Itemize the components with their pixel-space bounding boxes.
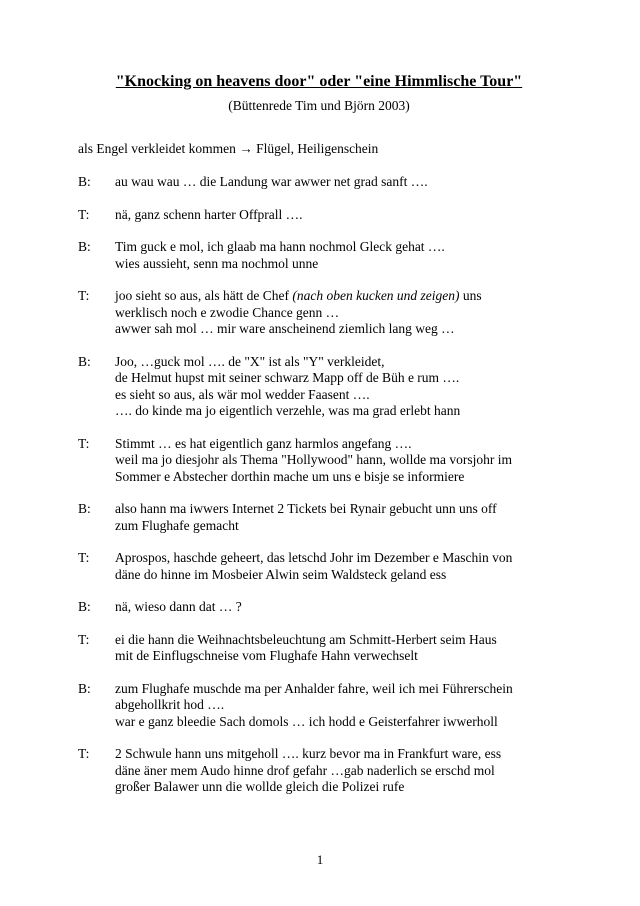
dialogue-entry <box>78 501 560 534</box>
speaker-label: B: <box>78 680 91 696</box>
dialogue-line <box>115 714 560 731</box>
dialogue-entry <box>78 174 560 191</box>
dialogue-line <box>115 501 560 518</box>
dialogue-text <box>115 239 560 272</box>
dialogue-line <box>115 321 560 338</box>
stage-direction: als Engel verkleidet kommen → Flügel, Heiligenschein <box>78 141 379 156</box>
speaker-label: B: <box>78 353 91 369</box>
dialogue-line <box>115 174 560 191</box>
dialogue-line <box>115 746 560 763</box>
dialogue-text <box>115 599 560 616</box>
dialogue-text <box>115 632 560 665</box>
dialogue-segment: Stimmt … es hat eigentlich ganz harmlos angefang …. <box>115 435 412 451</box>
dialogue-entry <box>78 632 560 665</box>
speaker-label: T: <box>78 435 90 451</box>
speaker-label: B: <box>78 501 91 516</box>
dialogue-line <box>115 354 560 371</box>
dialogue-entry <box>78 746 560 796</box>
dialogue-entry <box>78 207 560 224</box>
dialogue-text <box>115 436 560 486</box>
page-title: "Knocking on heavens door" oder "eine Himmlische Tour" <box>115 73 523 90</box>
dialogue-entry <box>78 599 560 616</box>
dialogue-segment: nä, ganz schenn harter Offprall …. <box>115 206 303 222</box>
dialogue-line <box>115 207 560 224</box>
dialogue-entry <box>78 436 560 486</box>
dialogue-text <box>115 288 560 338</box>
dialogue-segment: großer Balawer unn die wollde gleich die Polizei rufe <box>115 779 405 794</box>
speaker-label: B: <box>78 599 91 614</box>
dialogue-line <box>115 632 560 649</box>
dialogue-segment: Joo, …guck mol …. de "X" ist als "Y" verkleidet, <box>115 353 385 369</box>
dialogue-segment: war e ganz bleedie Sach domols … ich hodd e Geisterfahrer iwwerholl <box>115 713 498 729</box>
dialogue-line <box>115 387 560 404</box>
dialogue-line <box>115 239 560 256</box>
dialogue <box>78 174 560 796</box>
dialogue-line <box>115 779 560 796</box>
dialogue-segment: zum Flughafe gemacht <box>115 517 239 533</box>
dialogue-segment: Tim guck e mol, ich glaab ma hann nochmol Gleck gehat …. <box>115 239 445 254</box>
dialogue-segment: joo sieht so aus, als hätt de Chef <box>115 288 293 303</box>
dialogue-text <box>115 174 560 191</box>
dialogue-segment: ei die hann die Weihnachtsbeleuchtung am Schmitt-Herbert seim Haus <box>115 631 497 647</box>
speaker-label: T: <box>78 288 90 303</box>
dialogue-segment: Sommer e Abstecher dorthin mache um uns e bisje se informiere <box>115 468 465 484</box>
dialogue-segment: au wau wau … die Landung war awwer net grad sanft …. <box>115 174 428 189</box>
speaker-label: B: <box>78 239 91 254</box>
dialogue-entry <box>78 550 560 583</box>
speaker-label: B: <box>78 174 91 189</box>
dialogue-line <box>115 436 560 453</box>
dialogue-line <box>115 763 560 780</box>
dialogue-segment: also hann ma iwwers Internet 2 Tickets bei Rynair gebucht unn uns off <box>115 501 497 516</box>
dialogue-line <box>115 256 560 273</box>
dialogue-line <box>115 403 560 420</box>
dialogue-line <box>115 697 560 714</box>
dialogue-segment: zum Flughafe muschde ma per Anhalder fahre, weil ich mei Führerschein <box>115 680 513 696</box>
page-number: 1 <box>316 852 324 867</box>
dialogue-segment: awwer sah mol … mir ware anscheinend ziemlich lang weg … <box>115 321 455 336</box>
dialogue-text <box>115 501 560 534</box>
dialogue-text <box>115 746 560 796</box>
speaker-label: T: <box>78 631 90 647</box>
dialogue-segment: …. do kinde ma jo eigentlich verzehle, was ma grad erlebt hann <box>115 403 461 418</box>
dialogue-segment: weil ma jo diesjohr als Thema "Hollywood" hann, wollde ma vorsjohr im <box>115 452 512 467</box>
dialogue-segment: däne äner mem Audo hinne drof gefahr …gab naderlich se erschd mol <box>115 762 495 778</box>
dialogue-line <box>115 550 560 567</box>
dialogue-line <box>115 599 560 616</box>
dialogue-entry <box>78 681 560 731</box>
speaker-label: T: <box>78 206 90 222</box>
dialogue-text <box>115 354 560 420</box>
dialogue-segment: däne do hinne im Mosbeier Alwin seim Waldsteck geland ess <box>115 566 447 582</box>
dialogue-segment: abgehollkrit hod …. <box>115 697 225 712</box>
dialogue-line <box>115 288 560 305</box>
dialogue-line <box>115 681 560 698</box>
dialogue-segment: es sieht so aus, als wär mol wedder Faasent …. <box>115 386 370 402</box>
dialogue-line <box>115 567 560 584</box>
dialogue-segment: Aprospos, haschde geheert, das letschd Johr im Dezember e Maschin von <box>115 550 513 565</box>
speaker-label: T: <box>78 550 90 565</box>
dialogue-entry <box>78 354 560 420</box>
dialogue-segment: mit de Einflugschneise vom Flughafe Hahn verwechselt <box>115 648 418 663</box>
dialogue-line <box>115 370 560 387</box>
dialogue-line <box>115 469 560 486</box>
dialogue-text <box>115 681 560 731</box>
dialogue-segment: de Helmut hupst mit seiner schwarz Mapp off de Büh e rum …. <box>115 370 460 385</box>
dialogue-line <box>115 518 560 535</box>
dialogue-segment: wies aussieht, senn ma nochmol unne <box>115 255 319 271</box>
dialogue-segment: nä, wieso dann dat … ? <box>115 599 242 614</box>
dialogue-line <box>115 305 560 322</box>
dialogue-entry <box>78 288 560 338</box>
dialogue-segment: 2 Schwule hann uns mitgeholl …. kurz bevor ma in Frankfurt ware, ess <box>115 746 502 761</box>
dialogue-segment: werklisch noch e zwodie Chance genn … <box>115 304 340 320</box>
page-subtitle: (Büttenrede Tim und Björn 2003) <box>228 98 410 113</box>
dialogue-entry <box>78 239 560 272</box>
dialogue-text <box>115 550 560 583</box>
dialogue-line <box>115 452 560 469</box>
speaker-label: T: <box>78 746 90 761</box>
stage-direction-inline: (nach oben kucken und zeigen) <box>292 288 460 303</box>
dialogue-segment: uns <box>459 288 482 303</box>
dialogue-text <box>115 207 560 224</box>
dialogue-line <box>115 648 560 665</box>
